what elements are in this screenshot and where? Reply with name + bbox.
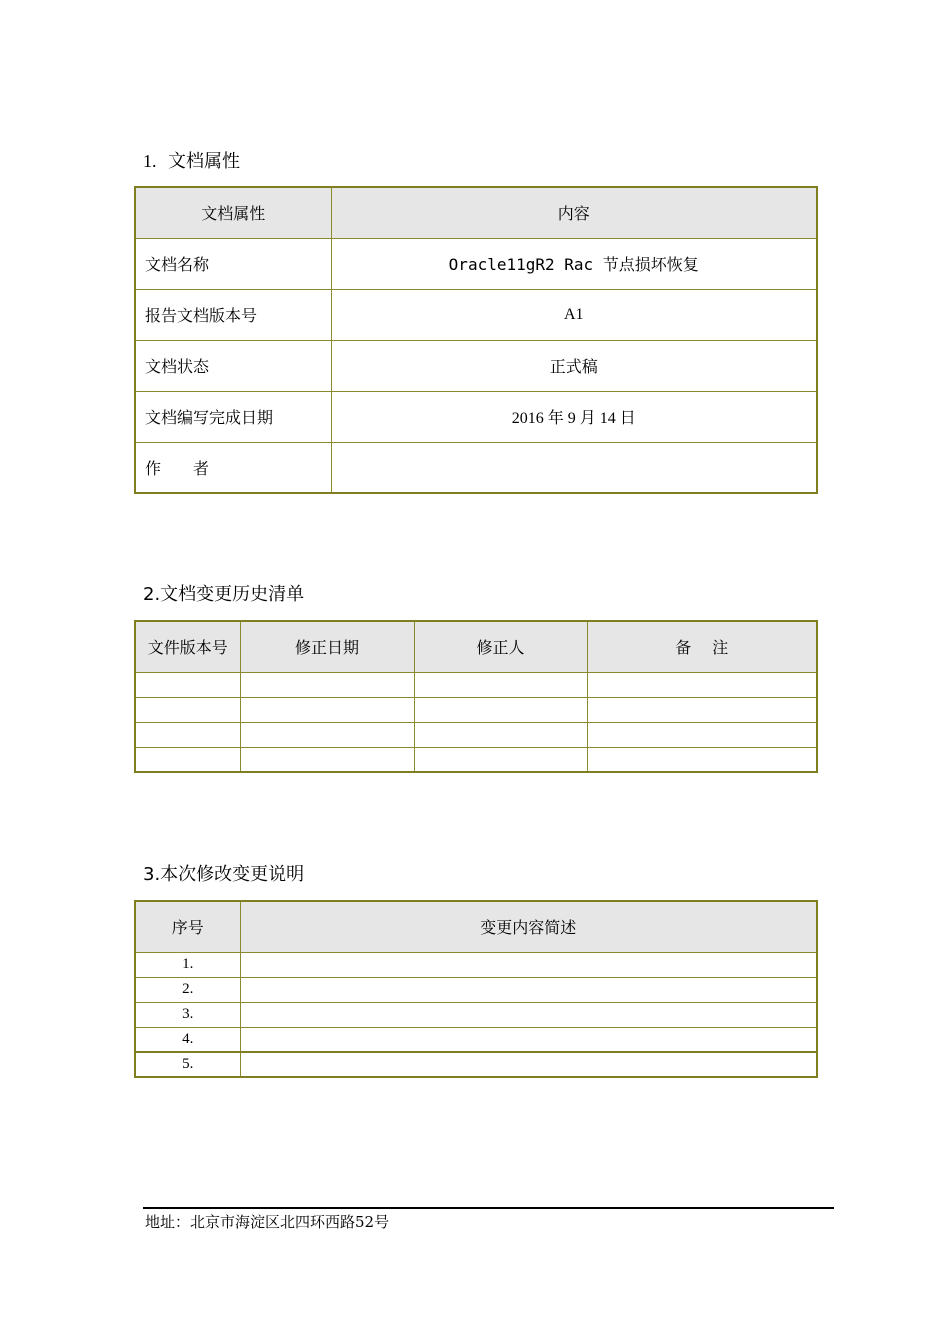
table-cell bbox=[414, 697, 587, 722]
table-row bbox=[135, 391, 817, 442]
table-header: 修正人 bbox=[414, 621, 587, 672]
row-number: 1. bbox=[135, 952, 240, 977]
table-row bbox=[135, 238, 817, 289]
table-cell bbox=[414, 722, 587, 747]
change-description bbox=[240, 952, 817, 977]
table-row bbox=[135, 952, 817, 977]
table-cell bbox=[587, 722, 817, 747]
table-cell bbox=[240, 722, 414, 747]
table-row bbox=[135, 289, 817, 340]
table-cell bbox=[414, 672, 587, 697]
table-cell bbox=[135, 672, 240, 697]
table-row bbox=[135, 977, 817, 1002]
change-description bbox=[240, 1027, 817, 1052]
table-header: 文档属性 bbox=[135, 187, 331, 238]
table-header: 文件版本号 bbox=[135, 621, 240, 672]
table-cell bbox=[240, 672, 414, 697]
table-cell bbox=[135, 697, 240, 722]
table-row bbox=[135, 747, 817, 772]
property-label: 文档状态 bbox=[135, 340, 331, 391]
section1-title: 文档属性 bbox=[167, 151, 240, 172]
table-cell bbox=[240, 747, 414, 772]
property-value: 正式稿 bbox=[331, 340, 817, 391]
property-label: 报告文档版本号 bbox=[135, 289, 331, 340]
table-cell bbox=[135, 747, 240, 772]
property-label: 文档编写完成日期 bbox=[135, 391, 331, 442]
document-properties-table bbox=[134, 186, 818, 494]
table-row bbox=[135, 722, 817, 747]
change-description bbox=[240, 1052, 817, 1077]
table-cell bbox=[587, 672, 817, 697]
property-label: 作 者 bbox=[135, 442, 331, 493]
table-row bbox=[135, 1052, 817, 1077]
table-cell bbox=[414, 747, 587, 772]
table-header: 内容 bbox=[331, 187, 817, 238]
table-header: 序号 bbox=[135, 901, 240, 952]
footer-address: 地址：北京市海淀区北四环西路52号 bbox=[145, 1213, 390, 1231]
property-value bbox=[331, 442, 817, 493]
row-number: 4. bbox=[135, 1027, 240, 1052]
table-row bbox=[135, 1002, 817, 1027]
section2-title: 2.文档变更历史清单 bbox=[143, 584, 305, 605]
table-row bbox=[135, 672, 817, 697]
table-cell bbox=[135, 722, 240, 747]
table-row bbox=[135, 1027, 817, 1052]
table-row bbox=[135, 697, 817, 722]
property-value: 2016 年 9 月 14 日 bbox=[331, 391, 817, 442]
row-number: 3. bbox=[135, 1002, 240, 1027]
change-description bbox=[240, 977, 817, 1002]
table-row bbox=[135, 442, 817, 493]
table-row bbox=[135, 340, 817, 391]
property-value: A1 bbox=[331, 289, 817, 340]
table-cell bbox=[587, 697, 817, 722]
row-number: 2. bbox=[135, 977, 240, 1002]
property-value: Oracle11gR2 Rac 节点损坏恢复 bbox=[331, 238, 817, 289]
table-header: 变更内容简述 bbox=[240, 901, 817, 952]
change-history-table bbox=[134, 620, 818, 773]
table-cell bbox=[240, 697, 414, 722]
property-label: 文档名称 bbox=[135, 238, 331, 289]
change-description-table bbox=[134, 900, 818, 1078]
table-header: 备 注 bbox=[587, 621, 817, 672]
change-description bbox=[240, 1002, 817, 1027]
section1-number: 1. bbox=[143, 151, 157, 171]
table-cell bbox=[587, 747, 817, 772]
row-number: 5. bbox=[135, 1052, 240, 1077]
table-header: 修正日期 bbox=[240, 621, 414, 672]
section3-title: 3.本次修改变更说明 bbox=[143, 864, 305, 885]
footer-divider bbox=[143, 1207, 834, 1209]
section1-heading bbox=[143, 149, 240, 174]
